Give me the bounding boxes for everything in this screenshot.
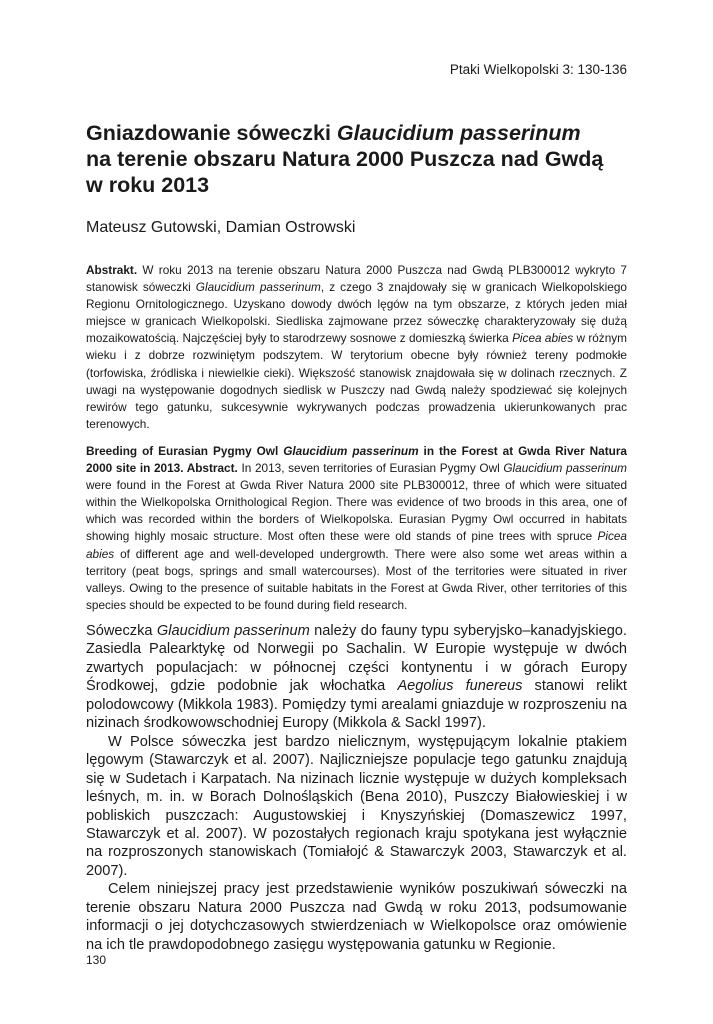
species-name: Glaucidium passerinum	[156, 623, 310, 639]
abstract-text: were found in the Forest at Gwda River Natura 2000 site PLB300012, three of which were situated within the Wielkopolska Ornithological Region. There was evidence of two broods in this area, one of which was recorded within the borders of Wielkopolska. Eurasian Pygmy Owl occurred in habitats showing highly mosaic structure. Most often these were old stands of pine trees with spruce	[86, 478, 627, 544]
body-paragraph-3: Celem niniejszej pracy jest przedstawienie wyników poszukiwań sóweczki na terenie obszaru Natura 2000 Puszcza nad Gwdą w roku 2013, podsumowanie informacji o jej dotychczasowych stwierdzeniach w Wielkopolsce oraz omówienie na ich tle prawdopodobnego zasięgu występowania gatunku w Regionie.	[86, 881, 627, 953]
title-line2: na terenie obszaru Natura 2000 Puszcza nad Gwdą	[86, 147, 604, 171]
abstract-text: W roku 2013 na terenie obszaru Natura 2000 Puszcza nad Gwdą PLB300012 wykryto 7 stanowisk sóweczki	[86, 263, 627, 295]
species-name: Glaucidium passerinum	[283, 444, 419, 458]
species-name: Glaucidium passerinum	[195, 280, 321, 295]
species-name: Picea abies	[512, 331, 574, 346]
english-title-text: Breeding of Eurasian Pygmy Owl	[86, 444, 284, 458]
abstract-english	[86, 443, 627, 614]
abstract-text: In 2013, seven territories of Eurasian Pygmy Owl	[237, 461, 504, 476]
title-line3: w roku 2013	[86, 173, 210, 197]
species-name: Picea abies	[86, 529, 627, 561]
title-line1-text: Gniazdowanie sóweczki	[86, 121, 337, 145]
article-title	[86, 120, 646, 198]
species-name: Glaucidium passerinum	[503, 461, 627, 476]
paragraph-text: stanowi relikt polodowcowy (Mikkola 1983). Pomiędzy tymi arealami gniazduje w rozproszeniu na nizinach środkowowschodniej Europy (Mikkola & Sackl 1997).	[86, 678, 627, 732]
species-name: Aegolius funereus	[397, 678, 523, 695]
page-number: 130	[86, 953, 107, 967]
abstract-polish	[86, 262, 627, 433]
english-title-text: in the Forest at Gwda River Natura 2000 site in 2013. Abstract.	[86, 444, 627, 476]
abstract-text: of different age and well-developed undergrowth. There were also some wet areas within a territory (peat bogs, springs and small watercourses). Most of the territories were situated in river valleys. Owing to the presence of suitable habitats in the Forest at Gwda River, other territories of this species should be expected to be found during field research.	[86, 546, 627, 612]
body-paragraph-1	[86, 622, 627, 733]
body-paragraph-2: W Polsce sóweczka jest bardzo nielicznym, występującym lokalnie ptakiem lęgowym (Stawarczyk et al. 2007). Najliczniejsze populacje tego gatunku znajdują się w Sudetach i Karpatach. Na nizinach licznie występuje w dużych kompleksach leśnych, m. in. w Borach Dolnośląskich (Bena 2010), Puszczy Białowieskiej i w pobliskich puszczach: Augustowskiej i Knyszyńskiej (Domaszewicz 1997, Stawarczyk et al. 2007). W pozostałych regionach kraju spotykana jest wyłącznie na rozproszonych stanowiskach (Tomiałojć & Stawarczyk 2003, Stawarczyk et al. 2007).	[86, 733, 627, 879]
title-species-name: Glaucidium passerinum	[336, 121, 581, 145]
paragraph-text: Sóweczka	[86, 623, 157, 639]
paragraph-text: należy do fauny typu syberyjsko–kanadyjskiego. Zasiedla Palearktykę od Norwegii po Sachalin. W Europie występuje w dwóch zwartych populacjach: w północnej części kontynentu i w górach Europy Środkowej, gdzie podobnie jak włochatka	[86, 623, 627, 695]
body-text	[86, 622, 627, 954]
abstract-label: Abstrakt.	[86, 263, 138, 277]
authors: Mateusz Gutowski, Damian Ostrowski	[86, 219, 356, 236]
abstract-text: , z czego 3 znajdowały się w granicach Wielkopolskiego Regionu Ornitologicznego. Uzyskano dowody dwóch lęgów na tym obszarze, z których jeden miał miejsce w granicach Wielkopolski. Siedliska zajmowane przez sóweczkę charakteryzowały się dużą mozaikowatością. Najczęściej były to starodrzewy sosnowe z domieszką świerka	[86, 280, 627, 346]
abstract-text: w różnym wieku i z dobrze rozwiniętym podszytem. W terytorium obecne były również tereny podmokłe (torfowiska, źródliska i niewielkie cieki). Większość stanowisk znajdowała się w dolinach rzecznych. Z uwagi na występowanie dogodnych siedlisk w Puszczy nad Gwdą należy spodziewać się kolejnych rewirów tego gatunku, sukcesywnie wykrywanych podczas prowadzenia ukierunkowanych prac terenowych.	[86, 331, 627, 431]
journal-header: Ptaki Wielkopolski 3: 130-136	[449, 62, 627, 77]
